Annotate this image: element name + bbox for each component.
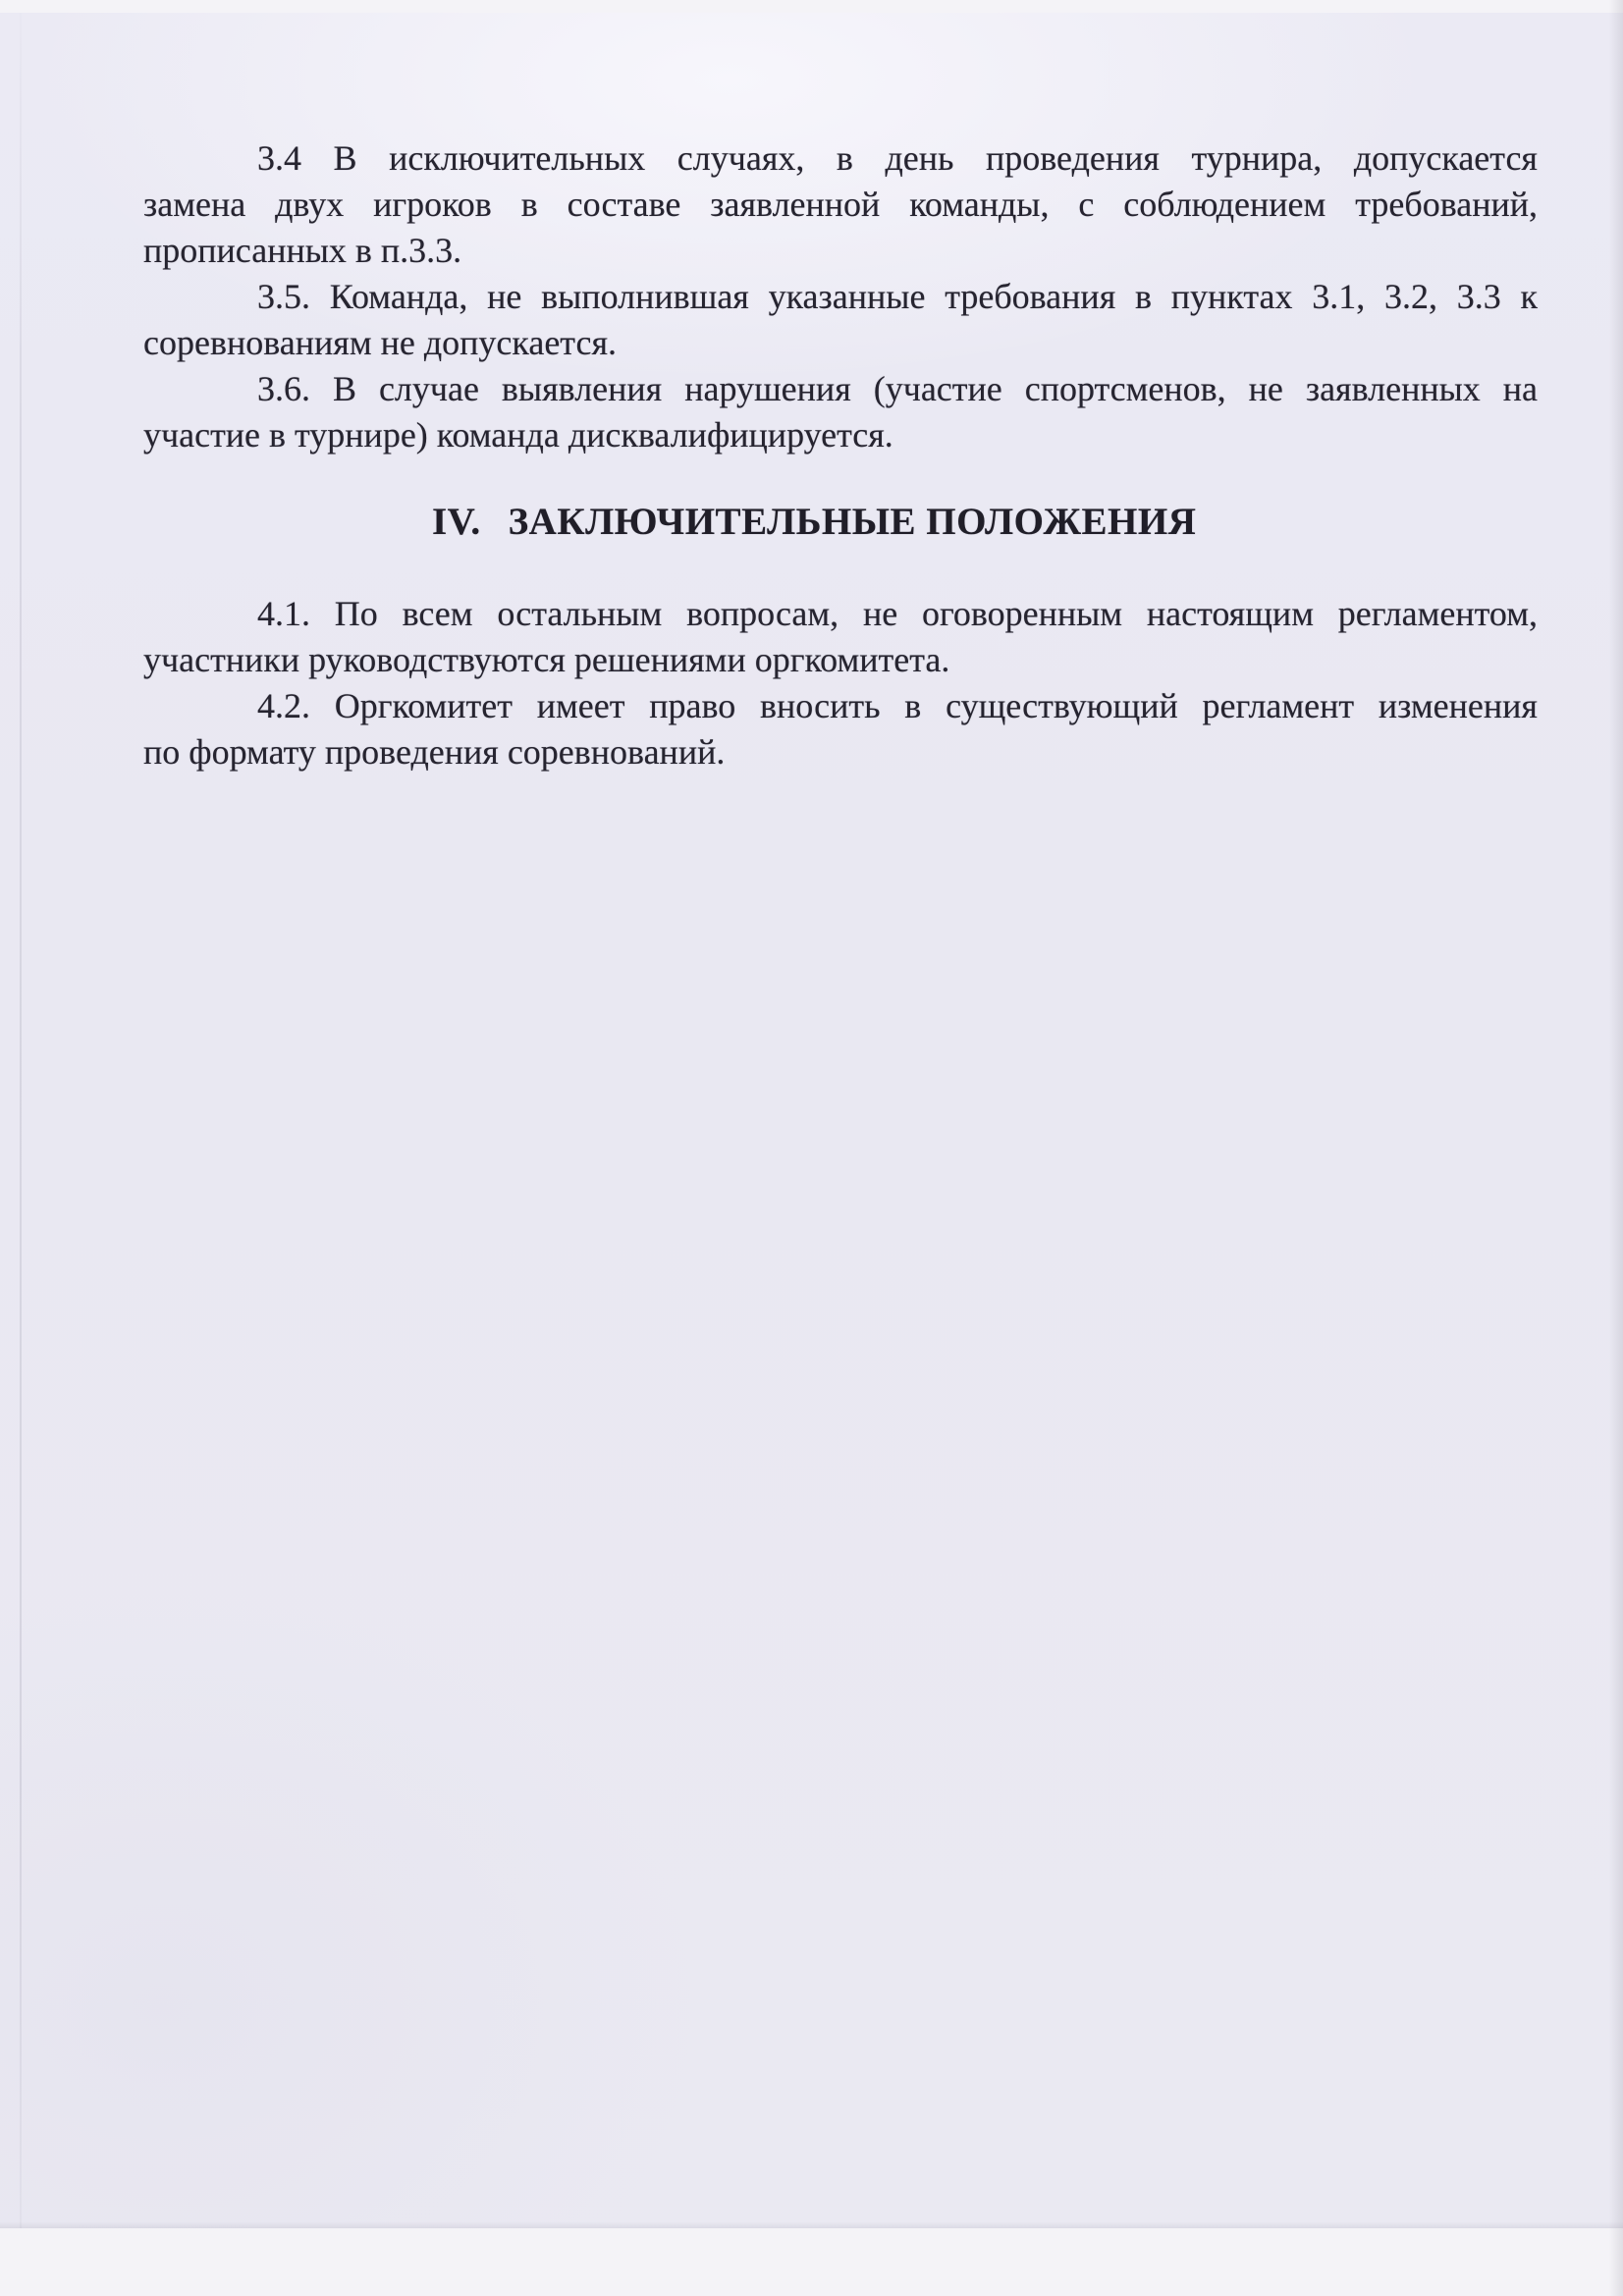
text-line: 3.4 В исключительных случаях, в день проведения турнира, допускается <box>257 138 1538 178</box>
text-line: прописанных в п.3.3. <box>143 231 462 270</box>
text-line: участники руководствуются решениями оргкомитета. <box>143 640 950 679</box>
heading-number: IV. <box>432 501 481 543</box>
text-line: замена двух игроков в составе заявленной команды, с соблюдением требований, <box>143 185 1538 224</box>
section-heading-final-provisions <box>432 499 1538 545</box>
paragraph-3-4 <box>143 135 1538 274</box>
scanner-right-edge-shadow <box>1609 0 1623 2296</box>
paragraph-3-6 <box>143 366 1538 458</box>
text-line: соревнованиям не допускается. <box>143 323 618 362</box>
heading-title: ЗАКЛЮЧИТЕЛЬНЫЕ ПОЛОЖЕНИЯ <box>508 501 1197 543</box>
paragraph-4-2 <box>143 683 1538 775</box>
document-text-block <box>143 135 1538 775</box>
text-line: 4.2. Оргкомитет имеет право вносить в существующий регламент изменения <box>257 686 1538 725</box>
text-line: 3.6. В случае выявления нарушения (участие спортсменов, не заявленных на <box>257 369 1538 408</box>
paragraph-3-5 <box>143 274 1538 366</box>
paragraph-4-1 <box>143 591 1538 683</box>
page-left-fold-shadow <box>20 13 22 2228</box>
text-line: по формату проведения соревнований. <box>143 732 726 772</box>
scanned-document-page <box>0 13 1623 2228</box>
text-line: участие в турнире) команда дисквалифицируется. <box>143 415 893 454</box>
text-line: 3.5. Команда, не выполнившая указанные требования в пунктах 3.1, 3.2, 3.3 к <box>257 277 1538 316</box>
text-line: 4.1. По всем остальным вопросам, не оговоренным настоящим регламентом, <box>257 594 1538 633</box>
